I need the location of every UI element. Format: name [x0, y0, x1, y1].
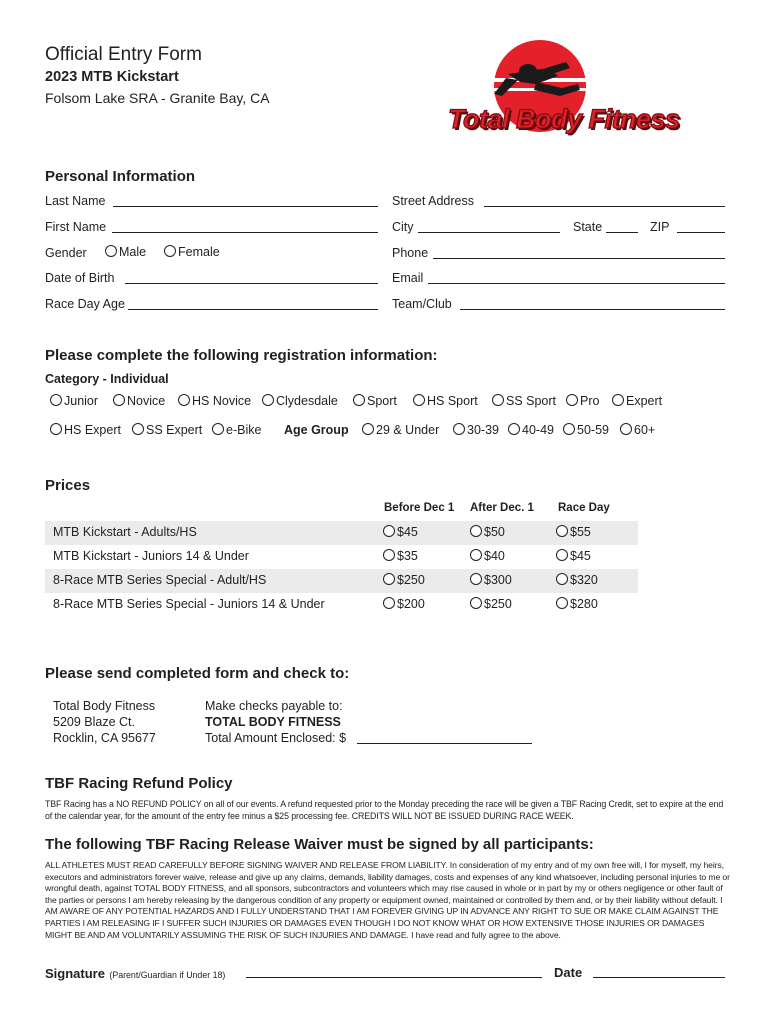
radio-icon[interactable] — [383, 549, 395, 561]
radio-icon[interactable] — [413, 394, 425, 406]
price-option[interactable]: $45 — [556, 549, 591, 563]
mail-address: Total Body Fitness 5209 Blaze Ct. Rocklin, CA 95677 — [53, 699, 156, 745]
first-name-label: First Name — [45, 220, 107, 234]
radio-icon[interactable] — [105, 245, 117, 257]
category-option[interactable]: SS Expert — [132, 423, 202, 437]
date-field[interactable] — [593, 977, 725, 978]
category-option[interactable]: HS Expert — [50, 423, 121, 437]
price-column-header: After Dec. 1 — [470, 502, 534, 514]
radio-icon[interactable] — [132, 423, 144, 435]
category-option[interactable]: HS Sport — [413, 394, 478, 408]
waiver-heading: The following TBF Racing Release Waiver must be signed by all participants: — [45, 836, 594, 853]
prices-heading: Prices — [45, 477, 91, 494]
price-option[interactable]: $35 — [383, 549, 418, 563]
street-field[interactable] — [484, 206, 725, 207]
city-field[interactable] — [418, 232, 560, 233]
price-row-name: MTB Kickstart - Juniors 14 & Under — [53, 549, 249, 563]
race-day-age-label: Race Day Age — [45, 297, 125, 311]
radio-icon[interactable] — [508, 423, 520, 435]
last-name-field[interactable] — [113, 206, 378, 207]
price-option[interactable]: $300 — [470, 573, 512, 587]
price-column-header: Before Dec 1 — [384, 502, 455, 514]
gender-label: Gender — [45, 246, 87, 260]
zip-field[interactable] — [677, 232, 725, 233]
radio-icon[interactable] — [620, 423, 632, 435]
email-field[interactable] — [428, 283, 725, 284]
last-name-label: Last Name — [45, 194, 106, 208]
state-field[interactable] — [606, 232, 638, 233]
payment-info: Make checks payable to: TOTAL BODY FITNESS Total Amount Enclosed: $ — [205, 699, 347, 745]
price-option[interactable]: $200 — [383, 597, 425, 611]
event-name: 2023 MTB Kickstart — [45, 69, 179, 85]
dob-field[interactable] — [125, 283, 378, 284]
radio-icon[interactable] — [353, 394, 365, 406]
signature-note: (Parent/Guardian if Under 18) — [109, 970, 226, 980]
price-row-name: 8-Race MTB Series Special - Juniors 14 & Under — [53, 597, 325, 611]
radio-icon[interactable] — [383, 573, 395, 585]
team-label: Team/Club — [392, 297, 452, 311]
category-option[interactable]: Clydesdale — [262, 394, 338, 408]
event-location: Folsom Lake SRA - Granite Bay, CA — [45, 90, 270, 106]
personal-info-heading: Personal Information — [45, 168, 196, 185]
mail-heading: Please send completed form and check to: — [45, 665, 350, 682]
age-group-option[interactable]: 60+ — [620, 423, 655, 437]
price-option[interactable]: $320 — [556, 573, 598, 587]
signature-label: Signature — [45, 966, 105, 981]
radio-icon[interactable] — [50, 423, 62, 435]
radio-icon[interactable] — [383, 597, 395, 609]
category-option[interactable]: Sport — [353, 394, 397, 408]
radio-icon[interactable] — [383, 525, 395, 537]
radio-icon[interactable] — [453, 423, 465, 435]
price-option[interactable]: $280 — [556, 597, 598, 611]
zip-label: ZIP — [650, 220, 670, 234]
radio-icon[interactable] — [50, 394, 62, 406]
radio-icon[interactable] — [470, 573, 482, 585]
radio-icon[interactable] — [556, 573, 568, 585]
radio-icon[interactable] — [492, 394, 504, 406]
logo-wordmark: Total Body Fitness — [448, 104, 680, 134]
age-group-label: Age Group — [284, 423, 349, 437]
first-name-field[interactable] — [112, 232, 378, 233]
waiver-text: ALL ATHLETES MUST READ CAREFULLY BEFORE SIGNING WAIVER AND RELEASE FROM LIABILITY. In consideration of my entry and of my own free will, I for myself, my heirs, executors and administrators forever waive, release and give up any claims, demands, liability damages, costs and expenses of any kind whatsoever, including personal injuries to me or wrongful death, against TOTAL BODY FITNESS, and all sponsors, subcontractors and volunteers which may rise caused in whole or in part by my or others negligence or other fault of the parties or persons I am hereby releasing by the dangerous condition of any property or equipment owned, maintained or controlled by them and, or by their liability without default. I AM AWARE OF ANY POTENTIAL HAZARDS AND I FULLY UNDERSTAND THAT I AM FOREVER GIVING UP IN ADVANCE ANY RIGHT TO SUE OR MAKE CLAIM AGAINST THE PARTIES I AM RELEASING IF I SUFFER SUCH INJURIES OR DAMAGES EVEN THOUGH I DO NOT KNOW WHAT OR HOW EXTENSIVE THOSE INJURIES OR DAMAGES MIGHT BE AND AM VOLUNTARILY ASSUMING THE RISK OF SUCH INJURIES AND DAMAGE. I have read and fully agree to the above. — [45, 860, 730, 940]
signature-block — [45, 965, 225, 983]
total-body-fitness-logo — [440, 38, 730, 148]
price-column-header: Race Day — [558, 502, 610, 514]
age-group-option[interactable]: 50-59 — [563, 423, 609, 437]
phone-label: Phone — [392, 246, 429, 260]
price-option[interactable]: $40 — [470, 549, 505, 563]
category-option[interactable]: SS Sport — [492, 394, 556, 408]
signature-field[interactable] — [246, 977, 542, 978]
radio-icon[interactable] — [113, 394, 125, 406]
category-option[interactable]: Pro — [566, 394, 599, 408]
radio-icon[interactable] — [556, 549, 568, 561]
price-row — [45, 593, 638, 617]
price-row — [45, 521, 638, 545]
radio-icon[interactable] — [563, 423, 575, 435]
date-label: Date — [554, 965, 583, 980]
price-option[interactable]: $250 — [470, 597, 512, 611]
radio-icon[interactable] — [362, 423, 374, 435]
street-label: Street Address — [392, 194, 474, 208]
radio-icon[interactable] — [566, 394, 578, 406]
city-label: City — [392, 220, 414, 234]
radio-icon[interactable] — [556, 525, 568, 537]
radio-icon[interactable] — [262, 394, 274, 406]
price-row — [45, 545, 638, 569]
category-option[interactable]: e-Bike — [212, 423, 261, 437]
race-day-age-field[interactable] — [128, 309, 378, 310]
phone-field[interactable] — [433, 258, 725, 259]
price-option[interactable]: $55 — [556, 525, 591, 539]
radio-icon[interactable] — [470, 597, 482, 609]
radio-icon[interactable] — [212, 423, 224, 435]
team-field[interactable] — [460, 309, 725, 310]
price-row-name: MTB Kickstart - Adults/HS — [53, 525, 197, 539]
radio-icon[interactable] — [178, 394, 190, 406]
price-option[interactable]: $250 — [383, 573, 425, 587]
gender-male-option[interactable]: Male — [105, 245, 146, 259]
price-option[interactable]: $50 — [470, 525, 505, 539]
total-amount-field[interactable] — [357, 743, 532, 744]
age-group-option[interactable]: 40-49 — [508, 423, 554, 437]
radio-icon[interactable] — [470, 525, 482, 537]
radio-icon[interactable] — [470, 549, 482, 561]
price-option[interactable]: $45 — [383, 525, 418, 539]
dob-label: Date of Birth — [45, 271, 115, 285]
email-label: Email — [392, 271, 424, 285]
form-title: Official Entry Form — [45, 44, 202, 65]
price-row-name: 8-Race MTB Series Special - Adult/HS — [53, 573, 267, 587]
category-option[interactable]: Junior — [50, 394, 98, 408]
registration-heading: Please complete the following registration information: — [45, 347, 438, 364]
category-option[interactable]: Expert — [612, 394, 662, 408]
radio-icon[interactable] — [164, 245, 176, 257]
category-option[interactable]: HS Novice — [178, 394, 251, 408]
state-label: State — [573, 220, 603, 234]
price-row — [45, 569, 638, 593]
refund-text: TBF Racing has a NO REFUND POLICY on all of our events. A refund requested prior to the Monday preceding the race will be given a TBF Racing Credit, set to expire at the end of the calendar year, for the amount of the entry fee minus a $25 processing fee. CREDITS WILL NOT BE ISSUED DURING RACE WEEK. — [45, 799, 724, 821]
category-option[interactable]: Novice — [113, 394, 165, 408]
gender-female-option[interactable]: Female — [164, 245, 220, 259]
age-group-option[interactable]: 29 & Under — [362, 423, 439, 437]
radio-icon[interactable] — [556, 597, 568, 609]
refund-heading: TBF Racing Refund Policy — [45, 775, 233, 792]
age-group-option[interactable]: 30-39 — [453, 423, 499, 437]
category-label: Category - Individual — [45, 372, 169, 386]
radio-icon[interactable] — [612, 394, 624, 406]
